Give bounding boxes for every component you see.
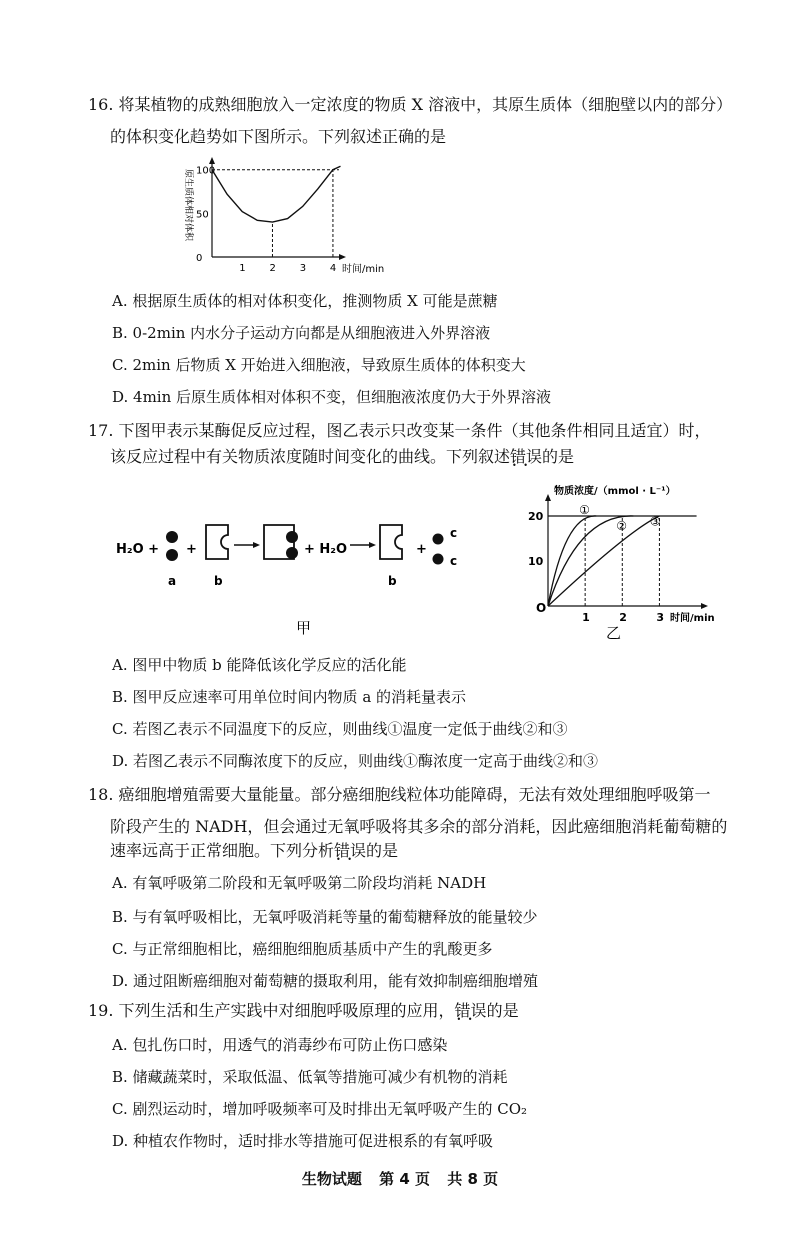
q17-curve-label-3: ③	[649, 514, 661, 529]
q18-option-b: B. 与有氧呼吸相比，无氧呼吸消耗等量的葡萄糖释放的能量较少	[112, 908, 538, 926]
q16-y-tick-0: 0	[196, 253, 203, 264]
q16-x-label: 时间/min	[342, 264, 385, 275]
arrow-1-head	[253, 542, 260, 548]
q18-stem-line3	[110, 838, 398, 861]
q17-chart-yi	[520, 480, 740, 640]
q17-stem-post: 的是	[542, 447, 575, 466]
q17-y-tick-10: 10	[528, 555, 544, 568]
q16-chart	[170, 155, 410, 280]
q17-diagram-jia	[110, 515, 490, 640]
footer-subject: 生物试题	[301, 1170, 362, 1188]
arrow-2-head	[369, 542, 376, 548]
q17-option-b: B. 图甲反应速率可用单位时间内物质 a 的消耗量表示	[112, 688, 467, 706]
q18-stem-line1: 18. 癌细胞增殖需要大量能量。部分癌细胞线粒体功能障碍，无法有效处理细胞呼吸第一	[88, 785, 711, 804]
enzyme-b-2	[380, 525, 402, 559]
q17-x-tick-1: 1	[582, 611, 590, 624]
q16-y-tick-100: 100	[196, 165, 216, 177]
q19-option-c: C. 剧烈运动时，增加呼吸频率可及时排出无氧呼吸产生的 CO₂	[112, 1100, 528, 1118]
q19-stem-post: 的是	[486, 1001, 519, 1020]
q19-option-a: A. 包扎伤口时，用透气的消毒纱布可防止伤口感染	[112, 1036, 448, 1054]
q16-stem-line2: 的体积变化趋势如下图所示。下列叙述正确的是	[110, 127, 447, 146]
enzyme-b-1	[206, 525, 228, 559]
q17-x-label: 时间/min	[670, 613, 715, 624]
q17-option-d: D. 若图乙表示不同酶浓度下的反应，则曲线①酶浓度一定高于曲线②和③	[112, 752, 599, 770]
q19-option-d: D. 种植农作物时，适时排水等措施可促进根系的有氧呼吸	[112, 1132, 494, 1150]
q17-curve-1	[548, 516, 596, 606]
product-c-1	[433, 534, 444, 545]
q16-x-tick-4: 4	[329, 263, 337, 274]
q17-emphasis: 错误 • •	[510, 447, 542, 466]
label-c2: c	[450, 554, 458, 568]
q17-curve-label-2: ②	[616, 518, 628, 533]
q18-option-a: A. 有氧呼吸第二阶段和无氧呼吸第二阶段均消耗 NADH	[112, 874, 487, 892]
q17-curve-3	[548, 516, 659, 606]
label-a: a	[168, 574, 177, 588]
complex-bottom	[286, 547, 298, 559]
product-c-2	[433, 554, 444, 565]
label-b2: b	[388, 574, 397, 588]
q19-emphasis: 错误 • •	[455, 1001, 487, 1020]
q17-curve-label-1: ①	[579, 503, 590, 518]
q19-option-b: B. 储藏蔬菜时，采取低温、低氧等措施可减少有机物的消耗	[112, 1068, 508, 1086]
plus-2: +	[416, 542, 427, 557]
q16-y-tick-50: 50	[196, 209, 209, 221]
q17-stem-pre: 该反应过程中有关物质浓度随时间变化的曲线。下列叙述	[110, 447, 511, 466]
q16-stem-line1: 16. 将某植物的成熟细胞放入一定浓度的物质 X 溶液中，其原生质体（细胞壁以内的部分）	[88, 95, 733, 114]
q17-x-tick-3: 3	[656, 611, 665, 624]
q17-y-label: 物质浓度/（mmol · L⁻¹）	[554, 486, 676, 497]
q18-option-c: C. 与正常细胞相比，癌细胞细胞质基质中产生的乳酸更多	[112, 940, 493, 958]
q17-x-arrow	[701, 603, 708, 609]
q17-option-a: A. 图甲中物质 b 能降低该化学反应的活化能	[112, 656, 407, 674]
q16-y-label: 原生质体相对体积	[183, 169, 193, 242]
q16-x-arrow	[339, 254, 346, 260]
q16-option-d: D. 4min 后原生质体相对体积不变，但细胞液浓度仍大于外界溶液	[112, 388, 552, 406]
page-footer	[0, 1168, 800, 1189]
q19-stem-pre: 19. 下列生活和生产实践中对细胞呼吸原理的应用，	[88, 1001, 455, 1020]
q18-stem-post: 的是	[366, 841, 399, 860]
q16-y-arrow	[209, 157, 215, 164]
label-c1: c	[450, 526, 458, 540]
q16-option-a: A. 根据原生质体的相对体积变化，推测物质 X 可能是蔗糖	[112, 292, 498, 310]
q17-option-c: C. 若图乙表示不同温度下的反应，则曲线①温度一定低于曲线②和③	[112, 720, 568, 738]
q18-stem-pre: 速率远高于正常细胞。下列分析	[110, 841, 335, 860]
q18-stem-line2: 阶段产生的 NADH，但会通过无氧呼吸将其多余的部分消耗，因此癌细胞消耗葡萄糖的	[110, 817, 728, 836]
q16-option-b: B. 0-2min 内水分子运动方向都是从细胞液进入外界溶液	[112, 324, 491, 342]
q18-emphasis: 错误 • •	[334, 841, 366, 860]
q17-origin: O	[536, 601, 547, 615]
q16-x-tick-1: 1	[239, 263, 246, 274]
caption-yi: 乙	[606, 624, 622, 640]
complex-top	[286, 531, 298, 543]
plus-h2o: + H₂O	[304, 542, 348, 557]
q16-x-tick-3: 3	[299, 263, 307, 274]
h2o-label: H₂O +	[116, 542, 160, 557]
q16-option-c: C. 2min 后物质 X 开始进入细胞液，导致原生质体的体积变大	[112, 356, 526, 374]
q18-option-d: D. 通过阻断癌细胞对葡萄糖的摄取利用，能有效抑制癌细胞增殖	[112, 972, 539, 990]
plus-1: +	[186, 542, 197, 557]
substrate-a-top	[166, 531, 178, 543]
q17-stem-line2	[110, 444, 574, 467]
q16-x-tick-2: 2	[269, 263, 276, 274]
q17-y-arrow	[545, 494, 551, 501]
footer-total: 共 8 页	[447, 1170, 499, 1188]
label-b1: b	[214, 574, 223, 588]
q17-stem-line1: 17. 下图甲表示某酶促反应过程，图乙表示只改变某一条件（其他条件相同且适宜）时，	[88, 421, 711, 440]
q19-stem-line1	[88, 998, 519, 1021]
caption-jia: 甲	[296, 619, 312, 637]
q17-y-tick-20: 20	[528, 510, 544, 523]
footer-page: 第 4 页	[379, 1170, 430, 1188]
substrate-a-bottom	[166, 549, 178, 561]
q16-volume-curve	[212, 166, 341, 222]
q17-x-tick-2: 2	[619, 611, 627, 624]
